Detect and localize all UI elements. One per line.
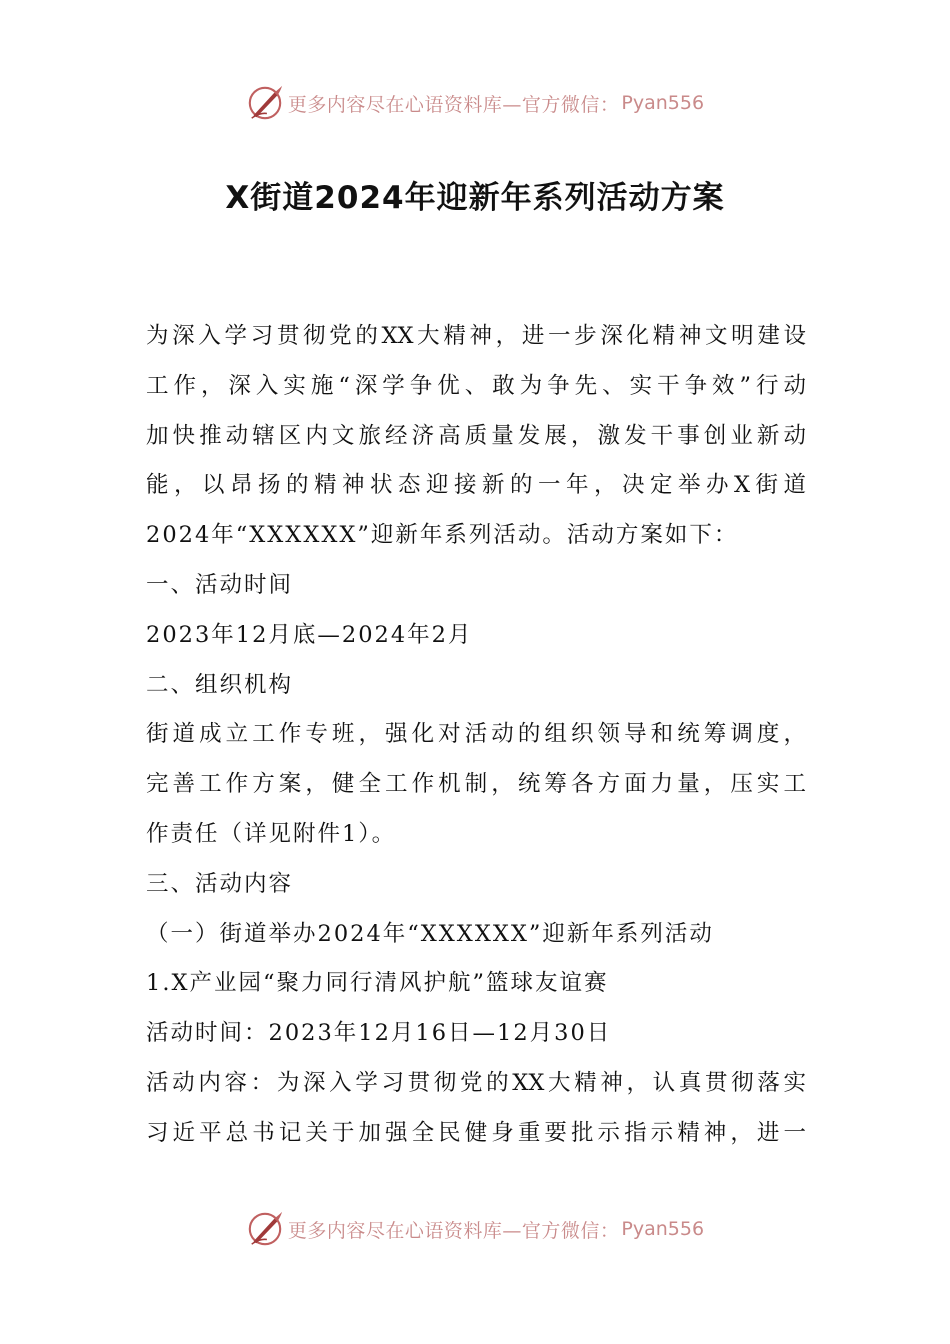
body-line: 加快推动辖区内文旅经济高质量发展，激发干事创业新动 (146, 422, 806, 449)
body-line: 作责任（详见附件1）。 (146, 820, 397, 847)
quill-pen-logo-icon (246, 84, 284, 122)
section-heading: 一、活动时间 (146, 571, 294, 598)
body-line: 活动时间：2023年12月16日—12月30日 (146, 1020, 612, 1047)
body-line: 为深入学习贯彻党的XX大精神，进一步深化精神文明建设 (146, 323, 806, 349)
body-line: 习近平总书记关于加强全民健身重要批示指示精神，进一 (146, 1119, 806, 1146)
body-line: 2024年“XXXXXX”迎新年系列活动。活动方案如下： (146, 522, 739, 549)
watermark-banner-bottom (0, 1204, 950, 1254)
body-line: 完善工作方案，健全工作机制，统筹各方面力量，压实工 (146, 771, 806, 798)
watermark-text: 更多内容尽在心语资料库—官方微信： (287, 93, 620, 116)
body-line: 街道成立工作专班，强化对活动的组织领导和统筹调度， (146, 721, 806, 748)
body-line: 工作，深入实施“深学争优、敢为争先、实干争效”行动 (146, 372, 806, 399)
body-line: 能，以昂扬的精神状态迎接新的一年，决定举办X街道 (146, 472, 806, 499)
body-line: 活动内容：为深入学习贯彻党的XX大精神，认真贯彻落实 (146, 1069, 806, 1096)
watermark-text: 更多内容尽在心语资料库—官方微信： (287, 1219, 620, 1242)
document-body (146, 312, 806, 1159)
watermark-banner-top (0, 78, 950, 128)
body-line: 2023年12月底—2024年2月 (146, 621, 473, 648)
document-title: X街道2024年迎新年系列活动方案 (225, 180, 725, 216)
subsection-heading: （一）街道举办2024年“XXXXXX”迎新年系列活动 (146, 920, 714, 947)
item-heading: 1.X产业园“聚力同行清风护航”篮球友谊赛 (146, 970, 609, 997)
section-heading: 三、活动内容 (146, 870, 294, 897)
section-heading: 二、组织机构 (146, 671, 294, 698)
watermark-wechat-id: Pyan556 (621, 1218, 705, 1240)
watermark-wechat-id: Pyan556 (621, 92, 705, 114)
quill-pen-logo-icon (246, 1210, 284, 1248)
